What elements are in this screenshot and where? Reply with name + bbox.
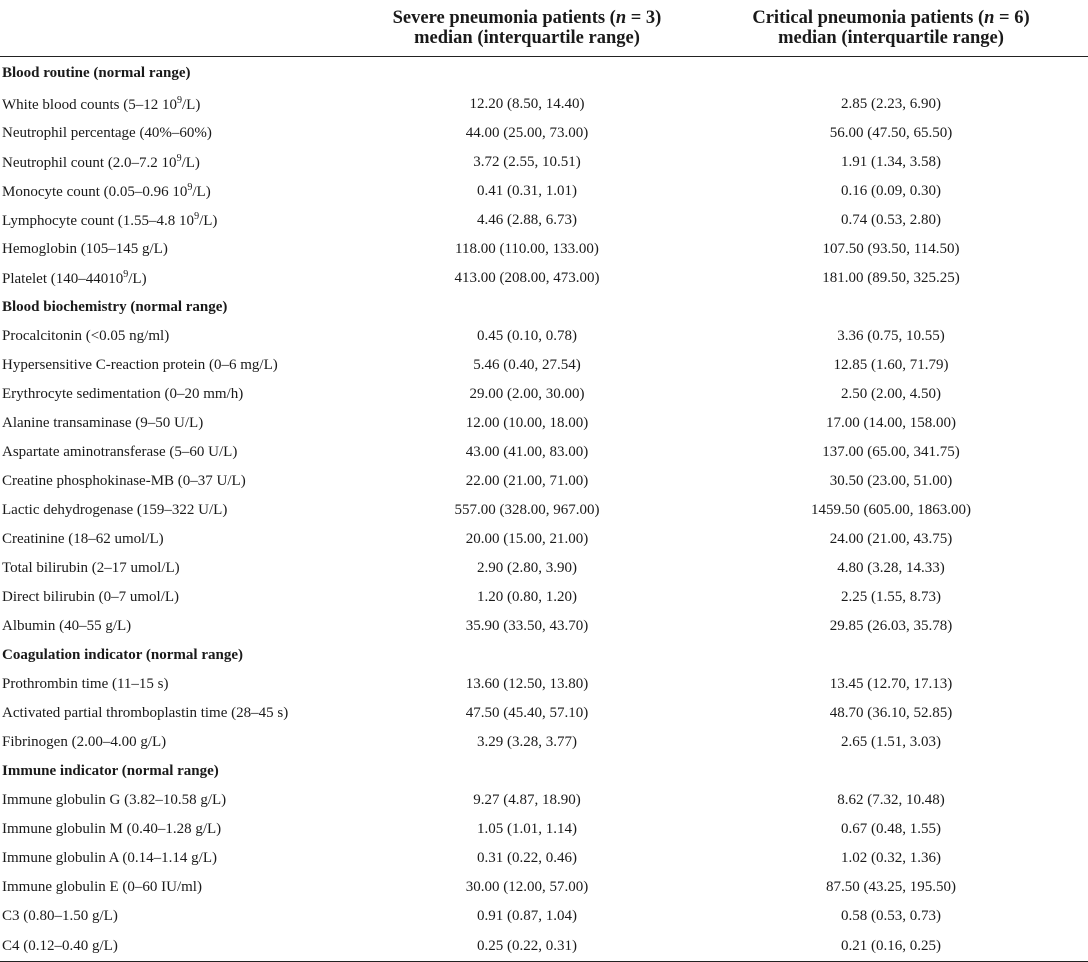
critical-value: 17.00 (14.00, 158.00) [826, 415, 956, 431]
header-severe [360, 0, 694, 57]
parameter-label: Neutrophil count (2.0–7.2 $10^9/L$) [2, 153, 200, 171]
severe-value: 22.00 (21.00, 71.00) [465, 473, 589, 489]
table-row [0, 815, 1088, 844]
table-header [0, 0, 1088, 57]
severe-value: 47.50 (45.40, 57.10) [465, 705, 589, 721]
critical-value: 137.00 (65.00, 341.75) [822, 444, 960, 460]
table-row [0, 235, 1088, 264]
table-row [0, 873, 1088, 902]
parameter-label: Immune globulin M (0.40–1.28 g/L) [2, 821, 222, 837]
section-header-row [0, 293, 1088, 322]
unit-exponent: 9 [176, 95, 182, 106]
severe-value: 557.00 (328.00, 967.00) [454, 502, 600, 518]
table-row [0, 902, 1088, 931]
header-row [0, 0, 1088, 57]
parameter-label: Immune globulin A (0.14–1.14 g/L) [2, 850, 217, 866]
header-severe-line2: median (interquartile range) [414, 28, 640, 48]
critical-value: 0.67 (0.48, 1.55) [841, 821, 941, 837]
critical-value: 24.00 (21.00, 43.75) [829, 531, 953, 547]
severe-value: 5.46 (0.40, 27.54) [473, 357, 581, 373]
table-row [0, 670, 1088, 699]
table-row [0, 786, 1088, 815]
severe-value: 12.20 (8.50, 14.40) [469, 96, 585, 112]
table-row [0, 583, 1088, 612]
critical-value: 2.25 (1.55, 8.73) [841, 589, 941, 605]
critical-value: 0.58 (0.53, 0.73) [841, 908, 941, 924]
parameter-label: Erythrocyte sedimentation (0–20 mm/h) [2, 386, 244, 402]
parameter-label: Aspartate aminotransferase (5–60 U/L) [2, 444, 238, 460]
table-row [0, 525, 1088, 554]
severe-value: 3.29 (3.28, 3.77) [477, 734, 577, 750]
severe-value: 1.20 (0.80, 1.20) [477, 589, 577, 605]
critical-value: 0.21 (0.16, 0.25) [694, 931, 1088, 962]
parameter-label: Creatine phosphokinase-MB (0–37 U/L) [2, 473, 246, 489]
section-title: Coagulation indicator (normal range) [2, 647, 243, 663]
parameter-label: Lymphocyte count (1.55–4.8 $10^9/L$) [2, 211, 218, 229]
severe-value: 3.72 (2.55, 10.51) [473, 154, 581, 170]
severe-value: 9.27 (4.87, 18.90) [473, 792, 581, 808]
parameter-label: Immune globulin E (0–60 IU/ml) [2, 879, 202, 895]
parameter-label: Neutrophil percentage (40%–60%) [2, 125, 212, 141]
parameter-label: Procalcitonin (<0.05 ng/ml) [2, 328, 170, 344]
critical-value: 3.36 (0.75, 10.55) [837, 328, 945, 344]
section-header-row [0, 757, 1088, 786]
table-row [0, 119, 1088, 148]
unit-exponent: 9 [176, 153, 182, 164]
severe-value: 29.00 (2.00, 30.00) [469, 386, 585, 402]
table-row [0, 554, 1088, 583]
parameter-label: Hypersensitive C-reaction protein (0–6 mg/L) [2, 357, 278, 373]
table-row [0, 931, 1088, 962]
severe-value: 0.45 (0.10, 0.78) [477, 328, 577, 344]
critical-value: 2.50 (2.00, 4.50) [841, 386, 941, 402]
parameter-label: White blood counts (5–12 $10^9/L$) [2, 95, 201, 113]
severe-value: 44.00 (25.00, 73.00) [465, 125, 589, 141]
header-critical-line2: median (interquartile range) [778, 28, 1004, 48]
table-row [0, 844, 1088, 873]
critical-value: 56.00 (47.50, 65.50) [829, 125, 953, 141]
severe-value: 20.00 (15.00, 21.00) [465, 531, 589, 547]
severe-value: 413.00 (208.00, 473.00) [454, 270, 600, 286]
critical-value: 4.80 (3.28, 14.33) [837, 560, 945, 576]
parameter-label: Prothrombin time (11–15 s) [2, 676, 169, 692]
table-row [0, 148, 1088, 177]
severe-value: 118.00 (110.00, 133.00) [455, 241, 599, 257]
section-header-row [0, 57, 1088, 91]
unit-exponent: 9 [187, 182, 193, 193]
severe-value: 4.46 (2.88, 6.73) [477, 212, 577, 228]
table-row [0, 496, 1088, 525]
table-row [0, 409, 1088, 438]
table-row [0, 438, 1088, 467]
critical-value: 2.65 (1.51, 3.03) [841, 734, 941, 750]
parameter-label: Fibrinogen (2.00–4.00 g/L) [2, 734, 167, 750]
critical-value: 13.45 (12.70, 17.13) [829, 676, 953, 692]
header-critical-line1: Critical pneumonia patients (n = 6) [752, 8, 1030, 28]
critical-value: 12.85 (1.60, 71.79) [833, 357, 949, 373]
table-row [0, 467, 1088, 496]
parameter-label: Lactic dehydrogenase (159–322 U/L) [2, 502, 228, 518]
severe-value: 2.90 (2.80, 3.90) [477, 560, 577, 576]
critical-value: 87.50 (43.25, 195.50) [826, 879, 956, 895]
severe-value: 0.41 (0.31, 1.01) [477, 183, 577, 199]
severe-value: 35.90 (33.50, 43.70) [465, 618, 589, 634]
critical-value: 1.02 (0.32, 1.36) [841, 850, 941, 866]
parameter-label: Albumin (40–55 g/L) [2, 618, 132, 634]
critical-value: 0.16 (0.09, 0.30) [841, 183, 941, 199]
severe-value: 1.05 (1.01, 1.14) [477, 821, 577, 837]
parameter-label: Monocyte count (0.05–0.96 $10^9/L$) [2, 182, 211, 200]
table-row [0, 699, 1088, 728]
severe-value: 12.00 (10.00, 18.00) [465, 415, 589, 431]
section-header-row [0, 641, 1088, 670]
critical-value: 29.85 (26.03, 35.78) [829, 618, 953, 634]
severe-value: 0.91 (0.87, 1.04) [477, 908, 577, 924]
severe-value: 30.00 (12.00, 57.00) [465, 879, 589, 895]
section-title: Blood routine (normal range) [2, 65, 191, 81]
critical-value: 107.50 (93.50, 114.50) [822, 241, 960, 257]
critical-value: 48.70 (36.10, 52.85) [829, 705, 953, 721]
parameter-label: Alanine transaminase (9–50 U/L) [2, 415, 204, 431]
unit-exponent: 9 [123, 269, 129, 280]
severe-value: 0.31 (0.22, 0.46) [477, 850, 577, 866]
parameter-label: Total bilirubin (2–17 umol/L) [2, 560, 180, 576]
table-row [0, 612, 1088, 641]
table-row [0, 380, 1088, 409]
critical-value: 8.62 (7.32, 10.48) [837, 792, 945, 808]
table-row [0, 177, 1088, 206]
table-row [0, 206, 1088, 235]
table-row [0, 264, 1088, 293]
table-body [0, 57, 1088, 962]
severe-value: 43.00 (41.00, 83.00) [465, 444, 589, 460]
parameter-label: C3 (0.80–1.50 g/L) [2, 908, 118, 924]
parameter-label: Activated partial thromboplastin time (28–45 s) [2, 705, 289, 721]
unit-exponent: 9 [194, 211, 200, 222]
parameter-label: Immune globulin G (3.82–10.58 g/L) [2, 792, 227, 808]
severe-value: 0.25 (0.22, 0.31) [360, 931, 694, 962]
table-row [0, 728, 1088, 757]
critical-value: 0.74 (0.53, 2.80) [841, 212, 941, 228]
table-row [0, 351, 1088, 380]
critical-value: 2.85 (2.23, 6.90) [841, 96, 941, 112]
section-title: Blood biochemistry (normal range) [2, 299, 228, 315]
header-severe-line1: Severe pneumonia patients (n = 3) [392, 8, 662, 28]
parameter-label: Direct bilirubin (0–7 umol/L) [2, 589, 180, 605]
critical-value: 30.50 (23.00, 51.00) [829, 473, 953, 489]
critical-value: 181.00 (89.50, 325.25) [822, 270, 960, 286]
header-critical [694, 0, 1088, 57]
severe-value: 13.60 (12.50, 13.80) [465, 676, 589, 692]
table-row [0, 322, 1088, 351]
critical-value: 1459.50 (605.00, 1863.00) [811, 502, 971, 518]
parameter-label: Platelet (140–44010$^9$/L) [2, 269, 147, 287]
parameter-label: C4 (0.12–0.40 g/L) [0, 931, 360, 962]
parameter-label: Hemoglobin (105–145 g/L) [2, 241, 168, 257]
table-row [0, 90, 1088, 119]
section-title: Immune indicator (normal range) [2, 763, 219, 779]
critical-value: 1.91 (1.34, 3.58) [841, 154, 941, 170]
header-label-column [0, 0, 360, 57]
parameter-label: Creatinine (18–62 umol/L) [2, 531, 164, 547]
